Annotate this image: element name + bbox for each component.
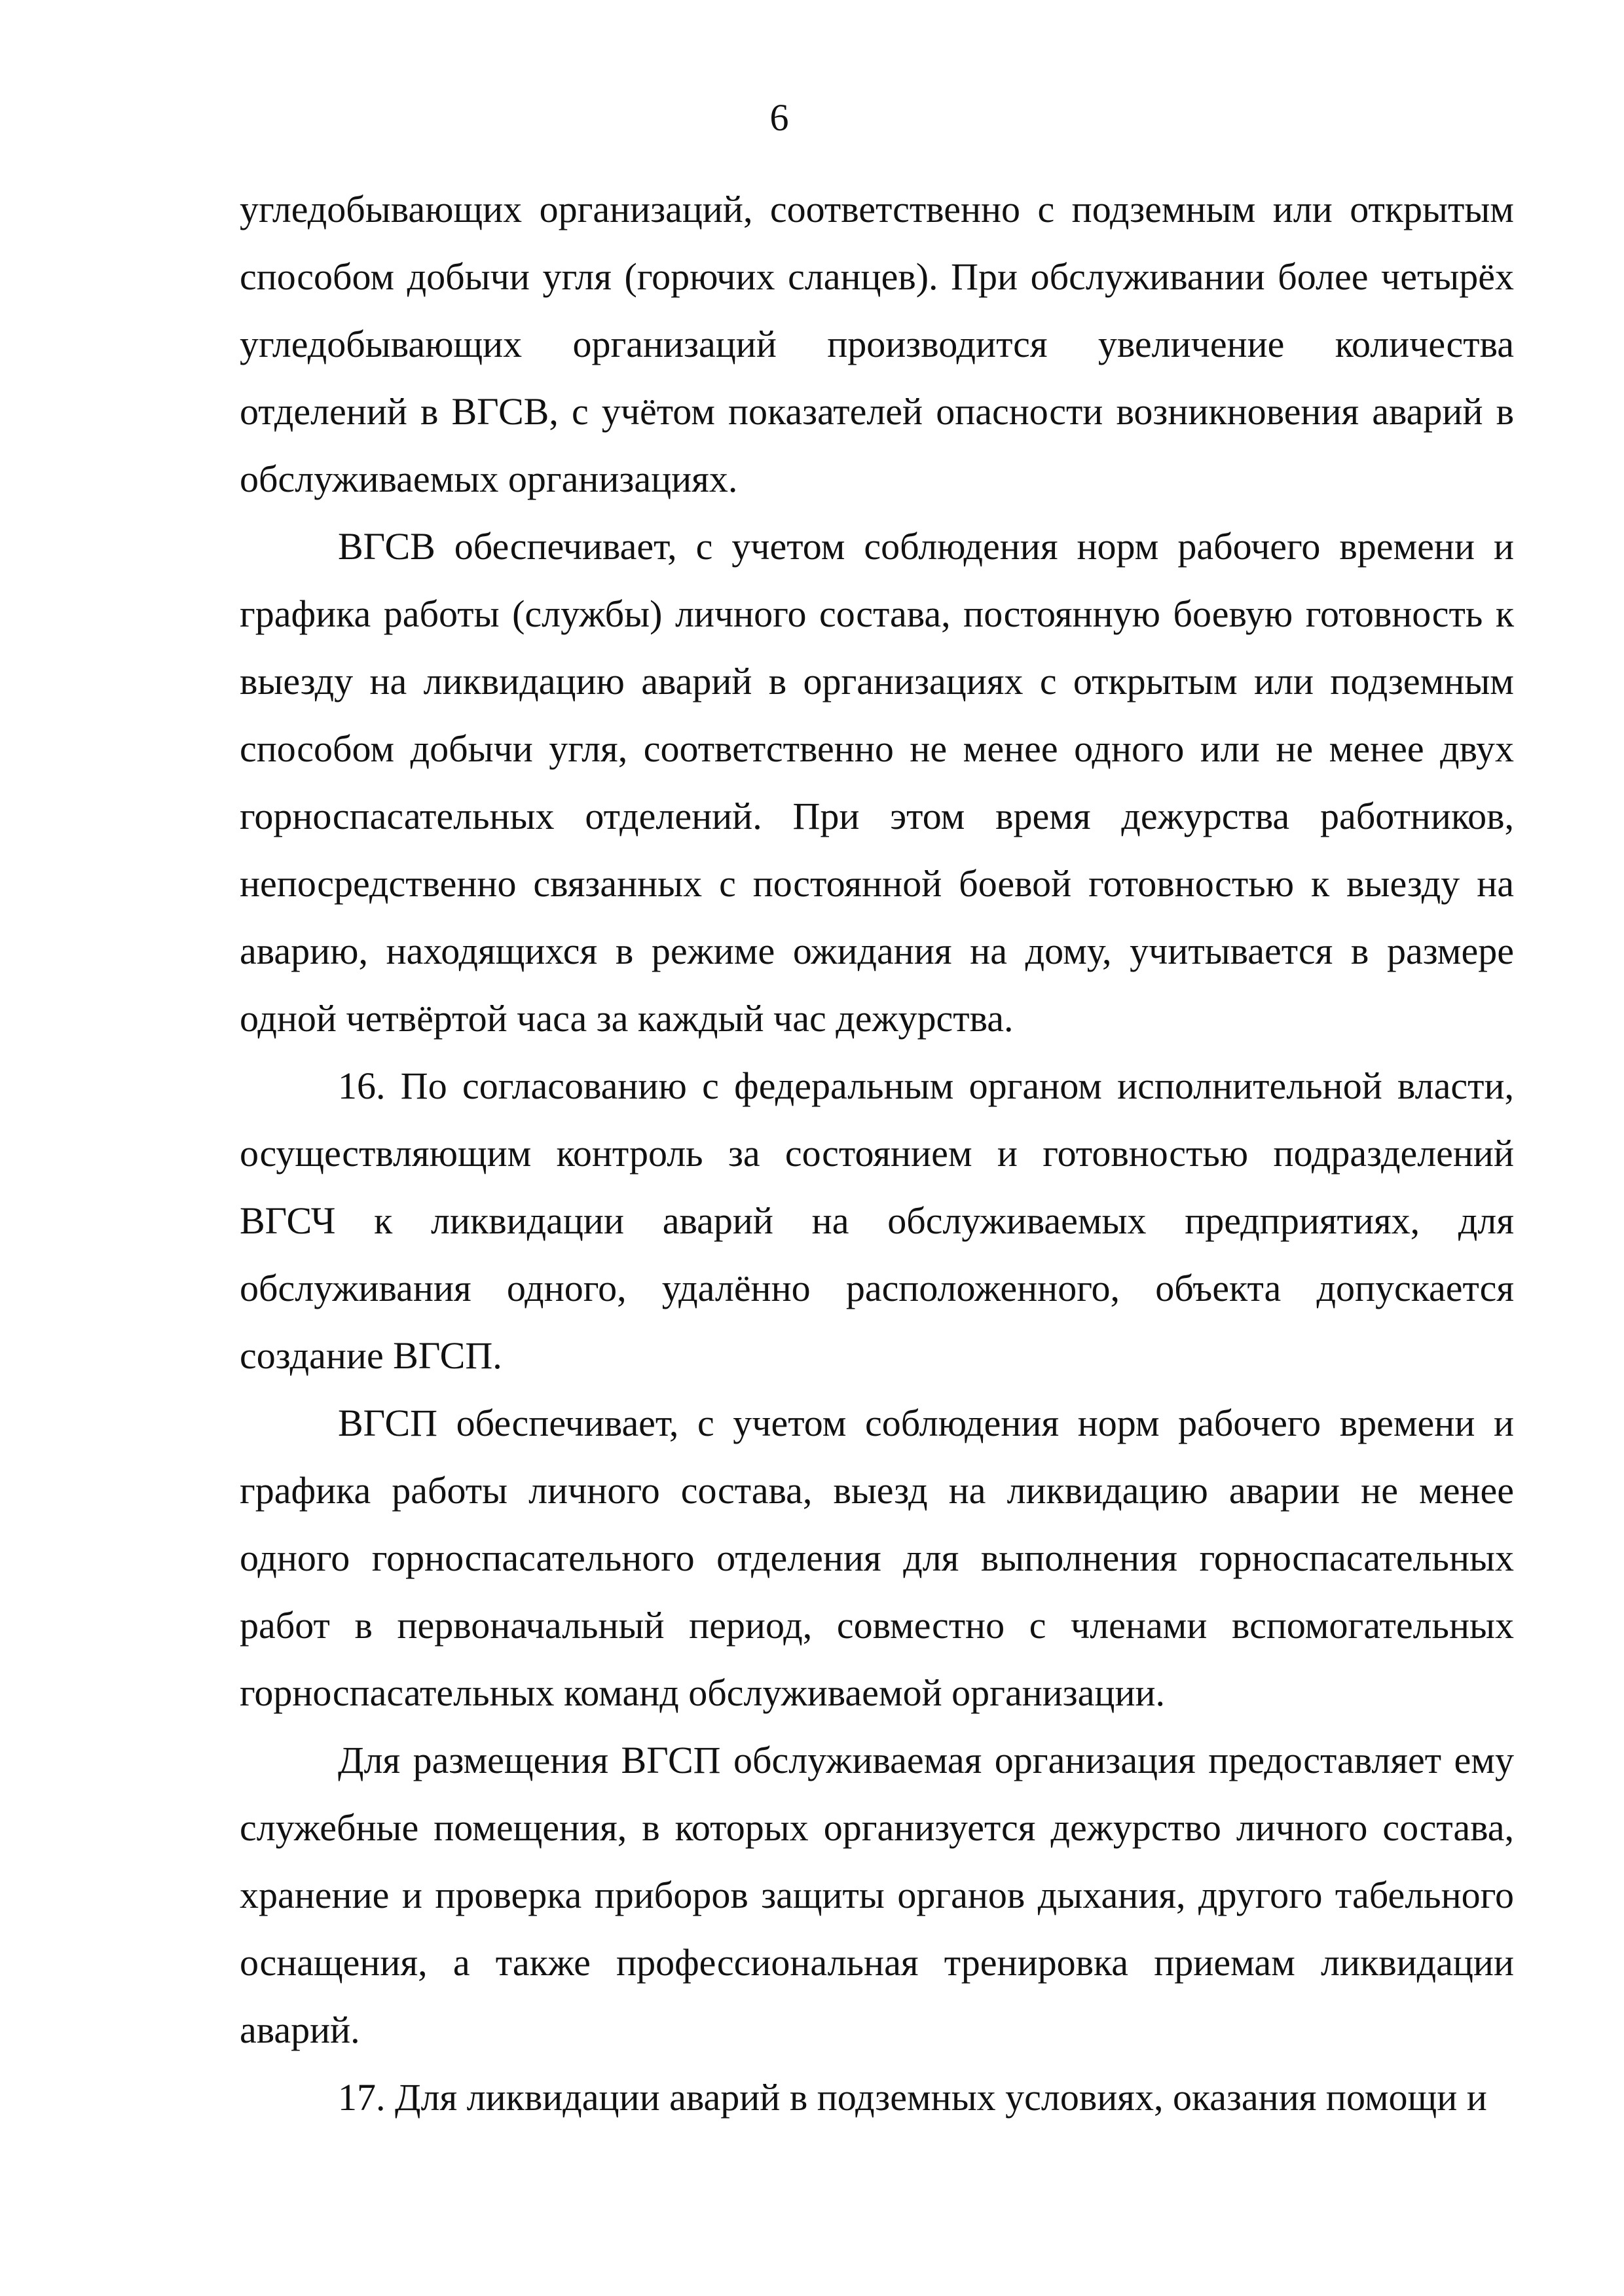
paragraph-continuation: угледобывающих организаций, соответственно с подземным или открытым способом добычи угля (горючих сланцев). При обслуживании более четырёх угледобывающих организаций производится увеличение количества отделений в ВГСВ, с учётом показателей опасности возникновения аварий в обслуживаемых организациях.	[240, 188, 1514, 500]
document-body	[240, 175, 1514, 2131]
paragraph-vgsp-readiness: ВГСП обеспечивает, с учетом соблюдения норм рабочего времени и графика работы личного состава, выезд на ликвидацию аварии не менее одного горноспасательного отделения для выполнения горноспасательных работ в первоначальный период, совместно с членами вспомогательных горноспасательных команд обслуживаемой организации.	[240, 1402, 1514, 1714]
paragraph-vgsp-premises: Для размещения ВГСП обслуживаемая организация предоставляет ему служебные помещения, в которых организуется дежурство личного состава, хранение и проверка приборов защиты органов дыхания, другого табельного оснащения, а также профессиональная тренировка приемам ликвидации аварий.	[240, 1739, 1514, 2051]
paragraph-item-16: 16. По согласованию с федеральным органом исполнительной власти, осуществляющим контроль за состоянием и готовностью подразделений ВГСЧ к ликвидации аварий на обслуживаемых предприятиях, для обслуживания одного, удалённо расположенного, объекта допускается создание ВГСП.	[240, 1065, 1514, 1377]
page-number: 6	[769, 96, 789, 139]
paragraph-vgsv-readiness: ВГСВ обеспечивает, с учетом соблюдения норм рабочего времени и графика работы (службы) личного состава, постоянную боевую готовность к выезду на ликвидацию аварий в организациях с открытым или подземным способом добычи угля, соответственно не менее одного или не менее двух горноспасательных отделений. При этом время дежурства работников, непосредственно связанных с постоянной боевой готовностью к выезду на аварию, находящихся в режиме ожидания на дому, учитывается в размере одной четвёртой часа за каждый час дежурства.	[240, 525, 1514, 1040]
paragraph-item-17: 17. Для ликвидации аварий в подземных условиях, оказания помощи и	[338, 2076, 1487, 2119]
